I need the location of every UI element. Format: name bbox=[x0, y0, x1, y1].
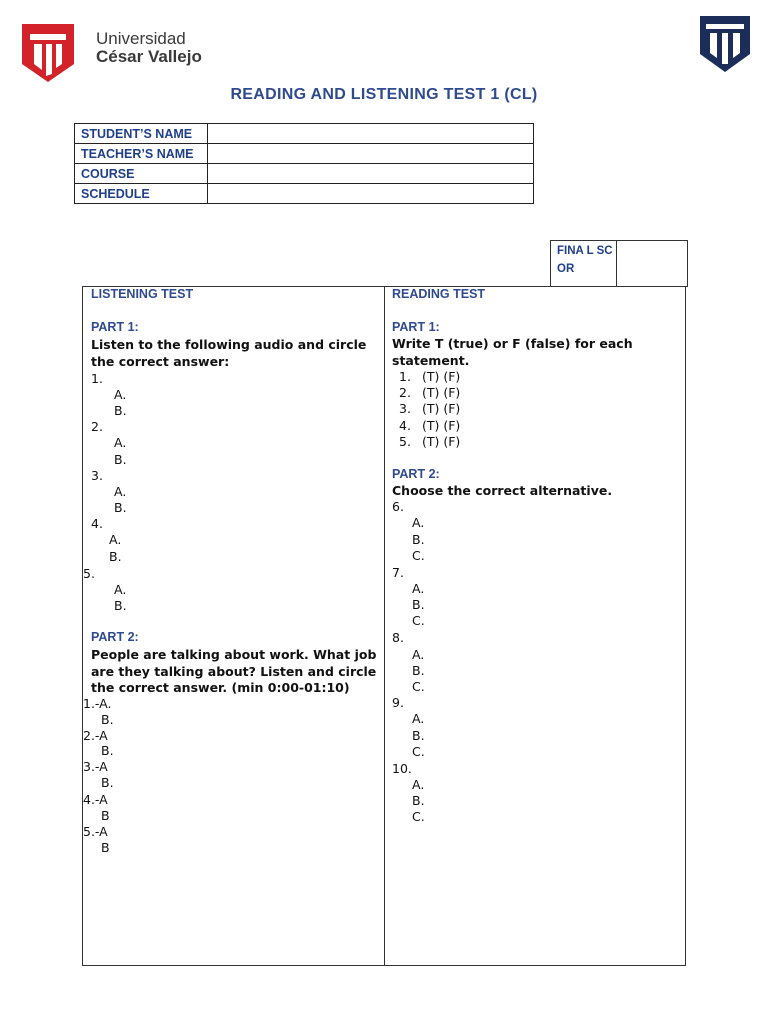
listening-p2-q3-option-a[interactable]: 3.-A bbox=[83, 759, 108, 774]
table-row bbox=[75, 144, 534, 164]
listening-q1-option-a[interactable]: A. bbox=[114, 387, 127, 402]
reading-statement-1-number: 1. bbox=[399, 369, 411, 384]
reading-q9-option-c[interactable]: C. bbox=[412, 744, 425, 759]
listening-p2-q2-option-a[interactable]: 2.-A bbox=[83, 728, 108, 743]
ucv-shield-icon bbox=[22, 24, 74, 82]
reading-q7-option-a[interactable]: A. bbox=[412, 581, 425, 596]
listening-p2-q4-option-b[interactable]: B bbox=[101, 808, 110, 823]
reading-part2-instruction: Choose the correct alternative. bbox=[392, 483, 613, 498]
reading-q9-option-a[interactable]: A. bbox=[412, 711, 425, 726]
schedule-label: SCHEDULE bbox=[75, 184, 208, 204]
listening-column bbox=[83, 287, 385, 965]
reading-q10-option-a[interactable]: A. bbox=[412, 777, 425, 792]
university-name-line1: Universidad bbox=[96, 29, 186, 48]
reading-statement-5-tf[interactable]: (T) (F) bbox=[422, 434, 461, 449]
course-field[interactable] bbox=[208, 164, 534, 184]
reading-q10-option-c[interactable]: C. bbox=[412, 809, 425, 824]
listening-p2-q5-option-a[interactable]: 5.-A bbox=[83, 824, 108, 839]
reading-statement-1-tf[interactable]: (T) (F) bbox=[422, 369, 461, 384]
listening-q4: 4. bbox=[91, 516, 103, 531]
listening-q3-option-b[interactable]: B. bbox=[114, 500, 127, 515]
reading-q9: 9. bbox=[392, 695, 404, 710]
reading-statement-3-number: 3. bbox=[399, 401, 411, 416]
reading-q9-option-b[interactable]: B. bbox=[412, 728, 425, 743]
reading-q8-option-c[interactable]: C. bbox=[412, 679, 425, 694]
reading-column bbox=[385, 287, 685, 965]
listening-title: LISTENING TEST bbox=[91, 287, 194, 301]
reading-part1-heading: PART 1: bbox=[392, 320, 440, 334]
reading-title: READING TEST bbox=[392, 287, 486, 301]
student-info-table bbox=[74, 123, 534, 204]
listening-part1-heading: PART 1: bbox=[91, 320, 139, 334]
reading-q10: 10. bbox=[392, 761, 412, 776]
listening-q4-option-a[interactable]: A. bbox=[109, 532, 122, 547]
listening-q5: 5. bbox=[83, 566, 95, 581]
listening-q4-option-b[interactable]: B. bbox=[109, 549, 122, 564]
reading-part2-heading: PART 2: bbox=[392, 467, 440, 481]
reading-statement-5-number: 5. bbox=[399, 434, 411, 449]
reading-q6-option-c[interactable]: C. bbox=[412, 548, 425, 563]
listening-q1-option-b[interactable]: B. bbox=[114, 403, 127, 418]
reading-statement-2-number: 2. bbox=[399, 385, 411, 400]
listening-q2-option-b[interactable]: B. bbox=[114, 452, 127, 467]
listening-q5-option-b[interactable]: B. bbox=[114, 598, 127, 613]
reading-q7-option-b[interactable]: B. bbox=[412, 597, 425, 612]
listening-p2-q3-option-b[interactable]: B. bbox=[101, 775, 114, 790]
table-row bbox=[75, 184, 534, 204]
table-row bbox=[75, 124, 534, 144]
listening-q2-option-a[interactable]: A. bbox=[114, 435, 127, 450]
university-name-line2: César Vallejo bbox=[96, 47, 202, 66]
reading-q7: 7. bbox=[392, 565, 404, 580]
table-row bbox=[75, 164, 534, 184]
reading-q7-option-c[interactable]: C. bbox=[412, 613, 425, 628]
reading-q6-option-b[interactable]: B. bbox=[412, 532, 425, 547]
listening-p2-q2-option-b[interactable]: B. bbox=[101, 743, 114, 758]
reading-q6-option-a[interactable]: A. bbox=[412, 515, 425, 530]
listening-q2: 2. bbox=[91, 419, 103, 434]
teacher-name-label: TEACHER’S NAME bbox=[75, 144, 208, 164]
reading-statement-4-tf[interactable]: (T) (F) bbox=[422, 418, 461, 433]
course-label: COURSE bbox=[75, 164, 208, 184]
reading-q8: 8. bbox=[392, 630, 404, 645]
student-name-field[interactable] bbox=[208, 124, 534, 144]
listening-q5-option-a[interactable]: A. bbox=[114, 582, 127, 597]
listening-q3-option-a[interactable]: A. bbox=[114, 484, 127, 499]
reading-q6: 6. bbox=[392, 499, 404, 514]
university-logo bbox=[22, 24, 202, 84]
schedule-field[interactable] bbox=[208, 184, 534, 204]
listening-part2-instruction: People are talking about work. What job are they talking about? Listen and circle the correct answer. (min 0:00-01:10) bbox=[91, 647, 377, 695]
listening-p2-q1-option-b[interactable]: B. bbox=[101, 712, 114, 727]
reading-statement-3-tf[interactable]: (T) (F) bbox=[422, 401, 461, 416]
reading-part1-instruction: Write T (true) or F (false) for each statement. bbox=[392, 336, 633, 368]
listening-q1: 1. bbox=[91, 371, 103, 386]
listening-q3: 3. bbox=[91, 468, 103, 483]
listening-p2-q4-option-a[interactable]: 4.-A bbox=[83, 792, 108, 807]
listening-p2-q5-option-b[interactable]: B bbox=[101, 840, 110, 855]
teacher-name-field[interactable] bbox=[208, 144, 534, 164]
reading-statement-4-number: 4. bbox=[399, 418, 411, 433]
listening-part2-heading: PART 2: bbox=[91, 630, 139, 644]
reading-statement-2-tf[interactable]: (T) (F) bbox=[422, 385, 461, 400]
ucv-shield-navy-icon bbox=[700, 16, 750, 72]
listening-p2-q1-option-a[interactable]: 1.-A. bbox=[83, 696, 112, 711]
final-score-field[interactable] bbox=[617, 241, 687, 286]
listening-part1-instruction: Listen to the following audio and circle the correct answer: bbox=[91, 337, 367, 369]
university-name bbox=[96, 30, 202, 66]
final-score-box bbox=[550, 240, 688, 287]
test-body bbox=[82, 286, 686, 966]
reading-q10-option-b[interactable]: B. bbox=[412, 793, 425, 808]
final-score-label: FINA L SCOR bbox=[551, 241, 617, 286]
reading-q8-option-a[interactable]: A. bbox=[412, 647, 425, 662]
page-title: READING AND LISTENING TEST 1 (CL) bbox=[230, 86, 538, 103]
reading-q8-option-b[interactable]: B. bbox=[412, 663, 425, 678]
student-name-label: STUDENT’S NAME bbox=[75, 124, 208, 144]
